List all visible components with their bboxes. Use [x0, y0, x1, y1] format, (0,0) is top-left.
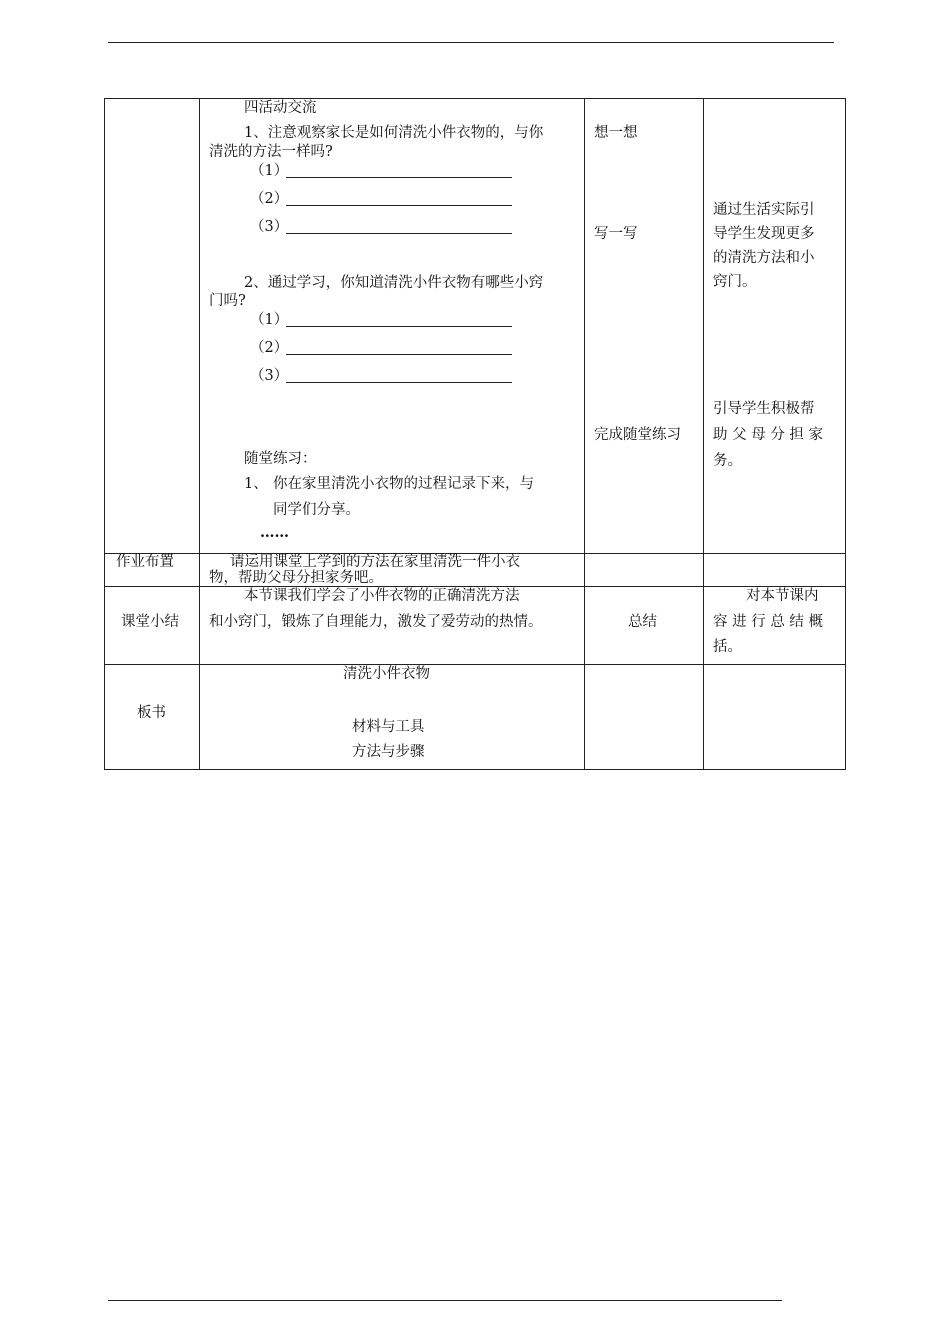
question-2-line-1: 2、通过学习，你知道清洗小件衣物有哪些小窍: [244, 275, 544, 291]
design-intent-line: 通过生活实际引: [713, 202, 815, 218]
answer-blank: [286, 354, 512, 355]
summary-intent-line: 括。: [713, 639, 742, 655]
header-rule: [108, 42, 834, 43]
summary-label: 课堂小结: [121, 614, 179, 630]
board-label: 板书: [137, 705, 166, 721]
practice-item-line-2: 同学们分享。: [273, 502, 360, 518]
practice-item-line-1: 你在家里清洗小衣物的过程记录下来，与: [273, 476, 534, 492]
student-activity-think: 想一想: [594, 125, 638, 141]
answer-item-label: （2）: [250, 191, 289, 207]
homework-line-1: 请运用课堂上学到的方法在家里清洗一件小衣: [230, 554, 520, 570]
student-activity-practice: 完成随堂练习: [594, 427, 681, 443]
board-title: 清洗小件衣物: [343, 666, 430, 682]
answer-blank: [286, 177, 512, 178]
answer-blank: [286, 205, 512, 206]
answer-blank: [286, 326, 512, 327]
table-border-bottom: [104, 769, 846, 770]
activity-heading: 四活动交流: [244, 100, 317, 116]
summary-intent-line: 容 进 行 总 结 概: [713, 614, 824, 630]
question-2-line-2: 门吗?: [209, 293, 246, 309]
design-intent-line: 窍门。: [713, 274, 757, 290]
table-border-right: [845, 98, 846, 769]
answer-item-label: （2）: [250, 340, 289, 356]
student-activity-write: 写一写: [594, 226, 638, 242]
answer-item-label: （3）: [250, 368, 289, 384]
footer-rule: [108, 1300, 782, 1301]
ellipsis: ……: [260, 524, 289, 541]
design-intent-line: 引导学生积极帮: [713, 401, 815, 417]
summary-line-2: 和小窍门，锻炼了自理能力，激发了爱劳动的热情。: [209, 614, 543, 630]
question-1-line-2: 清洗的方法一样吗?: [209, 144, 333, 160]
column-divider: [703, 98, 704, 769]
summary-line-1: 本节课我们学会了小件衣物的正确清洗方法: [244, 588, 520, 604]
column-divider: [584, 98, 585, 769]
question-1-line-1: 1、注意观察家长是如何清洗小件衣物的，与你: [244, 125, 544, 141]
table-border-top: [104, 98, 846, 99]
answer-item-label: （1）: [250, 163, 289, 179]
board-line-2: 方法与步骤: [352, 744, 425, 760]
answer-item-label: （1）: [250, 312, 289, 328]
design-intent-line: 助 父 母 分 担 家: [713, 427, 824, 443]
answer-blank: [286, 233, 512, 234]
answer-item-label: （3）: [250, 219, 289, 235]
column-divider: [199, 98, 200, 769]
practice-item-number: 1、: [244, 476, 268, 492]
table-border-left: [104, 98, 105, 769]
summary-student-activity: 总结: [628, 614, 657, 630]
homework-label: 作业布置: [116, 554, 174, 570]
row-divider: [104, 664, 846, 665]
summary-intent-line: 对本节课内: [746, 588, 819, 604]
board-line-1: 材料与工具: [352, 719, 425, 735]
answer-blank: [286, 382, 512, 383]
design-intent-line: 务。: [713, 453, 742, 469]
design-intent-line: 导学生发现更多: [713, 226, 815, 242]
homework-line-2: 物，帮助父母分担家务吧。: [209, 570, 383, 586]
design-intent-line: 的清洗方法和小: [713, 250, 815, 266]
practice-title: 随堂练习：: [244, 451, 317, 467]
